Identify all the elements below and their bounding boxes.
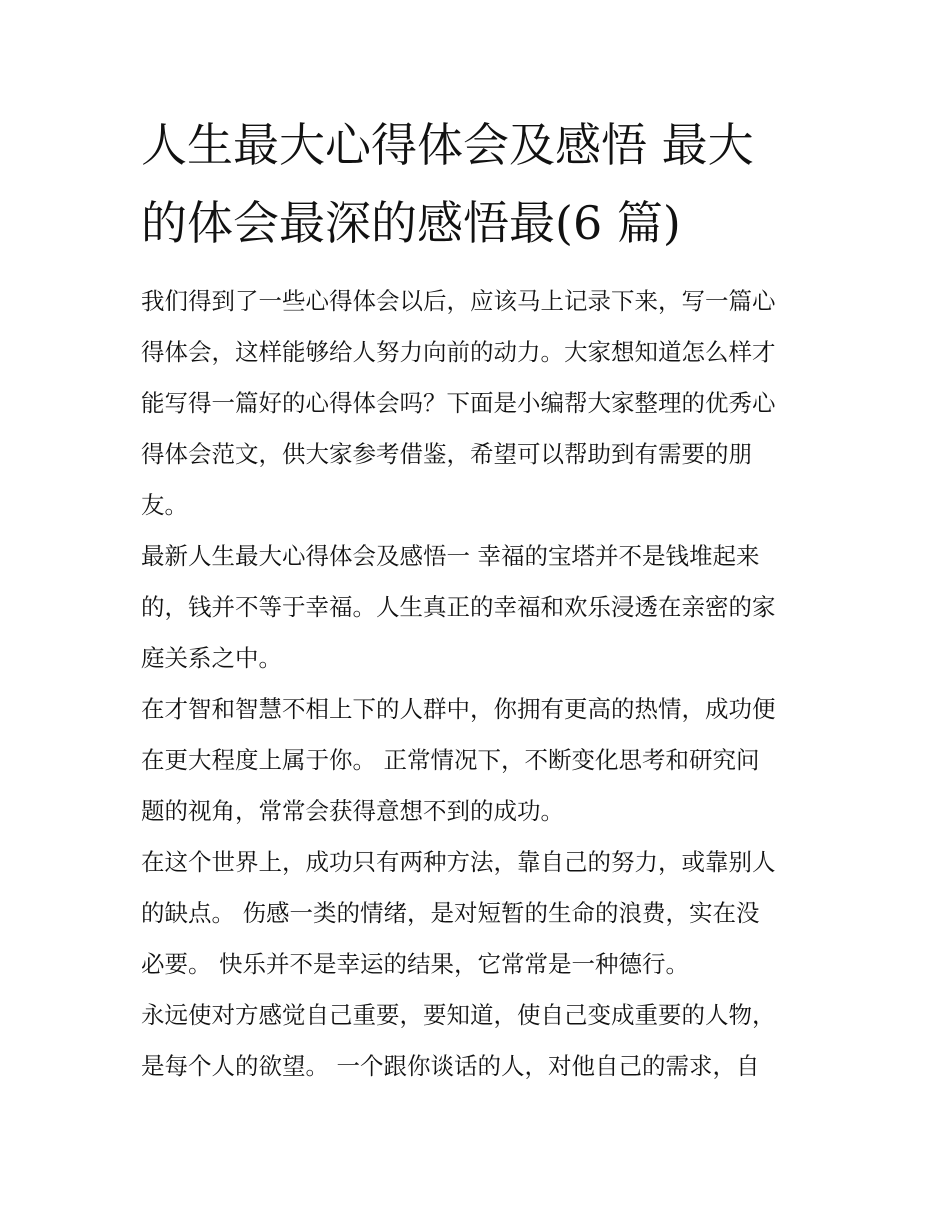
intro-paragraph bbox=[141, 276, 813, 531]
paragraph-line: 庭关系之中。 bbox=[141, 644, 282, 672]
talent-paragraph bbox=[141, 684, 813, 837]
paragraph-line: 最新人生最大心得体会及感悟一 幸福的宝塔并不是钱堆起来 bbox=[141, 542, 760, 570]
document-title bbox=[141, 106, 813, 262]
paragraph-line: 我们得到了一些心得体会以后，应该马上记录下来，写一篇心 bbox=[141, 287, 776, 315]
success-paragraph bbox=[141, 837, 813, 990]
paragraph-line: 的缺点。 伤感一类的情绪，是对短暂的生命的浪费，实在没 bbox=[141, 899, 760, 927]
paragraph-line: 在才智和智慧不相上下的人群中，你拥有更高的热情，成功便 bbox=[141, 695, 776, 723]
paragraph-line: 是每个人的欲望。 一个跟你谈话的人，对他自己的需求，自 bbox=[141, 1052, 760, 1080]
document-content bbox=[141, 106, 813, 1092]
paragraph-line: 得体会范文，供大家参考借鉴，希望可以帮助到有需要的朋 bbox=[141, 440, 752, 468]
paragraph-line: 题的视角，常常会获得意想不到的成功。 bbox=[141, 797, 564, 825]
paragraph-line: 友。 bbox=[141, 491, 188, 519]
paragraph-line: 的，钱并不等于幸福。人生真正的幸福和欢乐浸透在亲密的家 bbox=[141, 593, 776, 621]
paragraph-line: 在这个世界上，成功只有两种方法，靠自己的努力，或靠别人 bbox=[141, 848, 776, 876]
paragraph-line: 得体会，这样能够给人努力向前的动力。大家想知道怎么样才 bbox=[141, 338, 776, 366]
paragraph-line: 必要。 快乐并不是幸运的结果，它常常是一种德行。 bbox=[141, 950, 689, 978]
title-line-2: 的体会最深的感悟最(6 篇) bbox=[141, 196, 681, 250]
paragraph-line: 永远使对方感觉自己重要，要知道，使自己变成重要的人物， bbox=[141, 1001, 776, 1029]
paragraph-line: 能写得一篇好的心得体会吗？下面是小编帮大家整理的优秀心 bbox=[141, 389, 776, 417]
paragraph-line: 在更大程度上属于你。 正常情况下，不断变化思考和研究问 bbox=[141, 746, 760, 774]
section-one-paragraph bbox=[141, 531, 813, 684]
title-line-1: 人生最大心得体会及感悟 最大 bbox=[141, 118, 754, 172]
importance-paragraph bbox=[141, 990, 813, 1092]
